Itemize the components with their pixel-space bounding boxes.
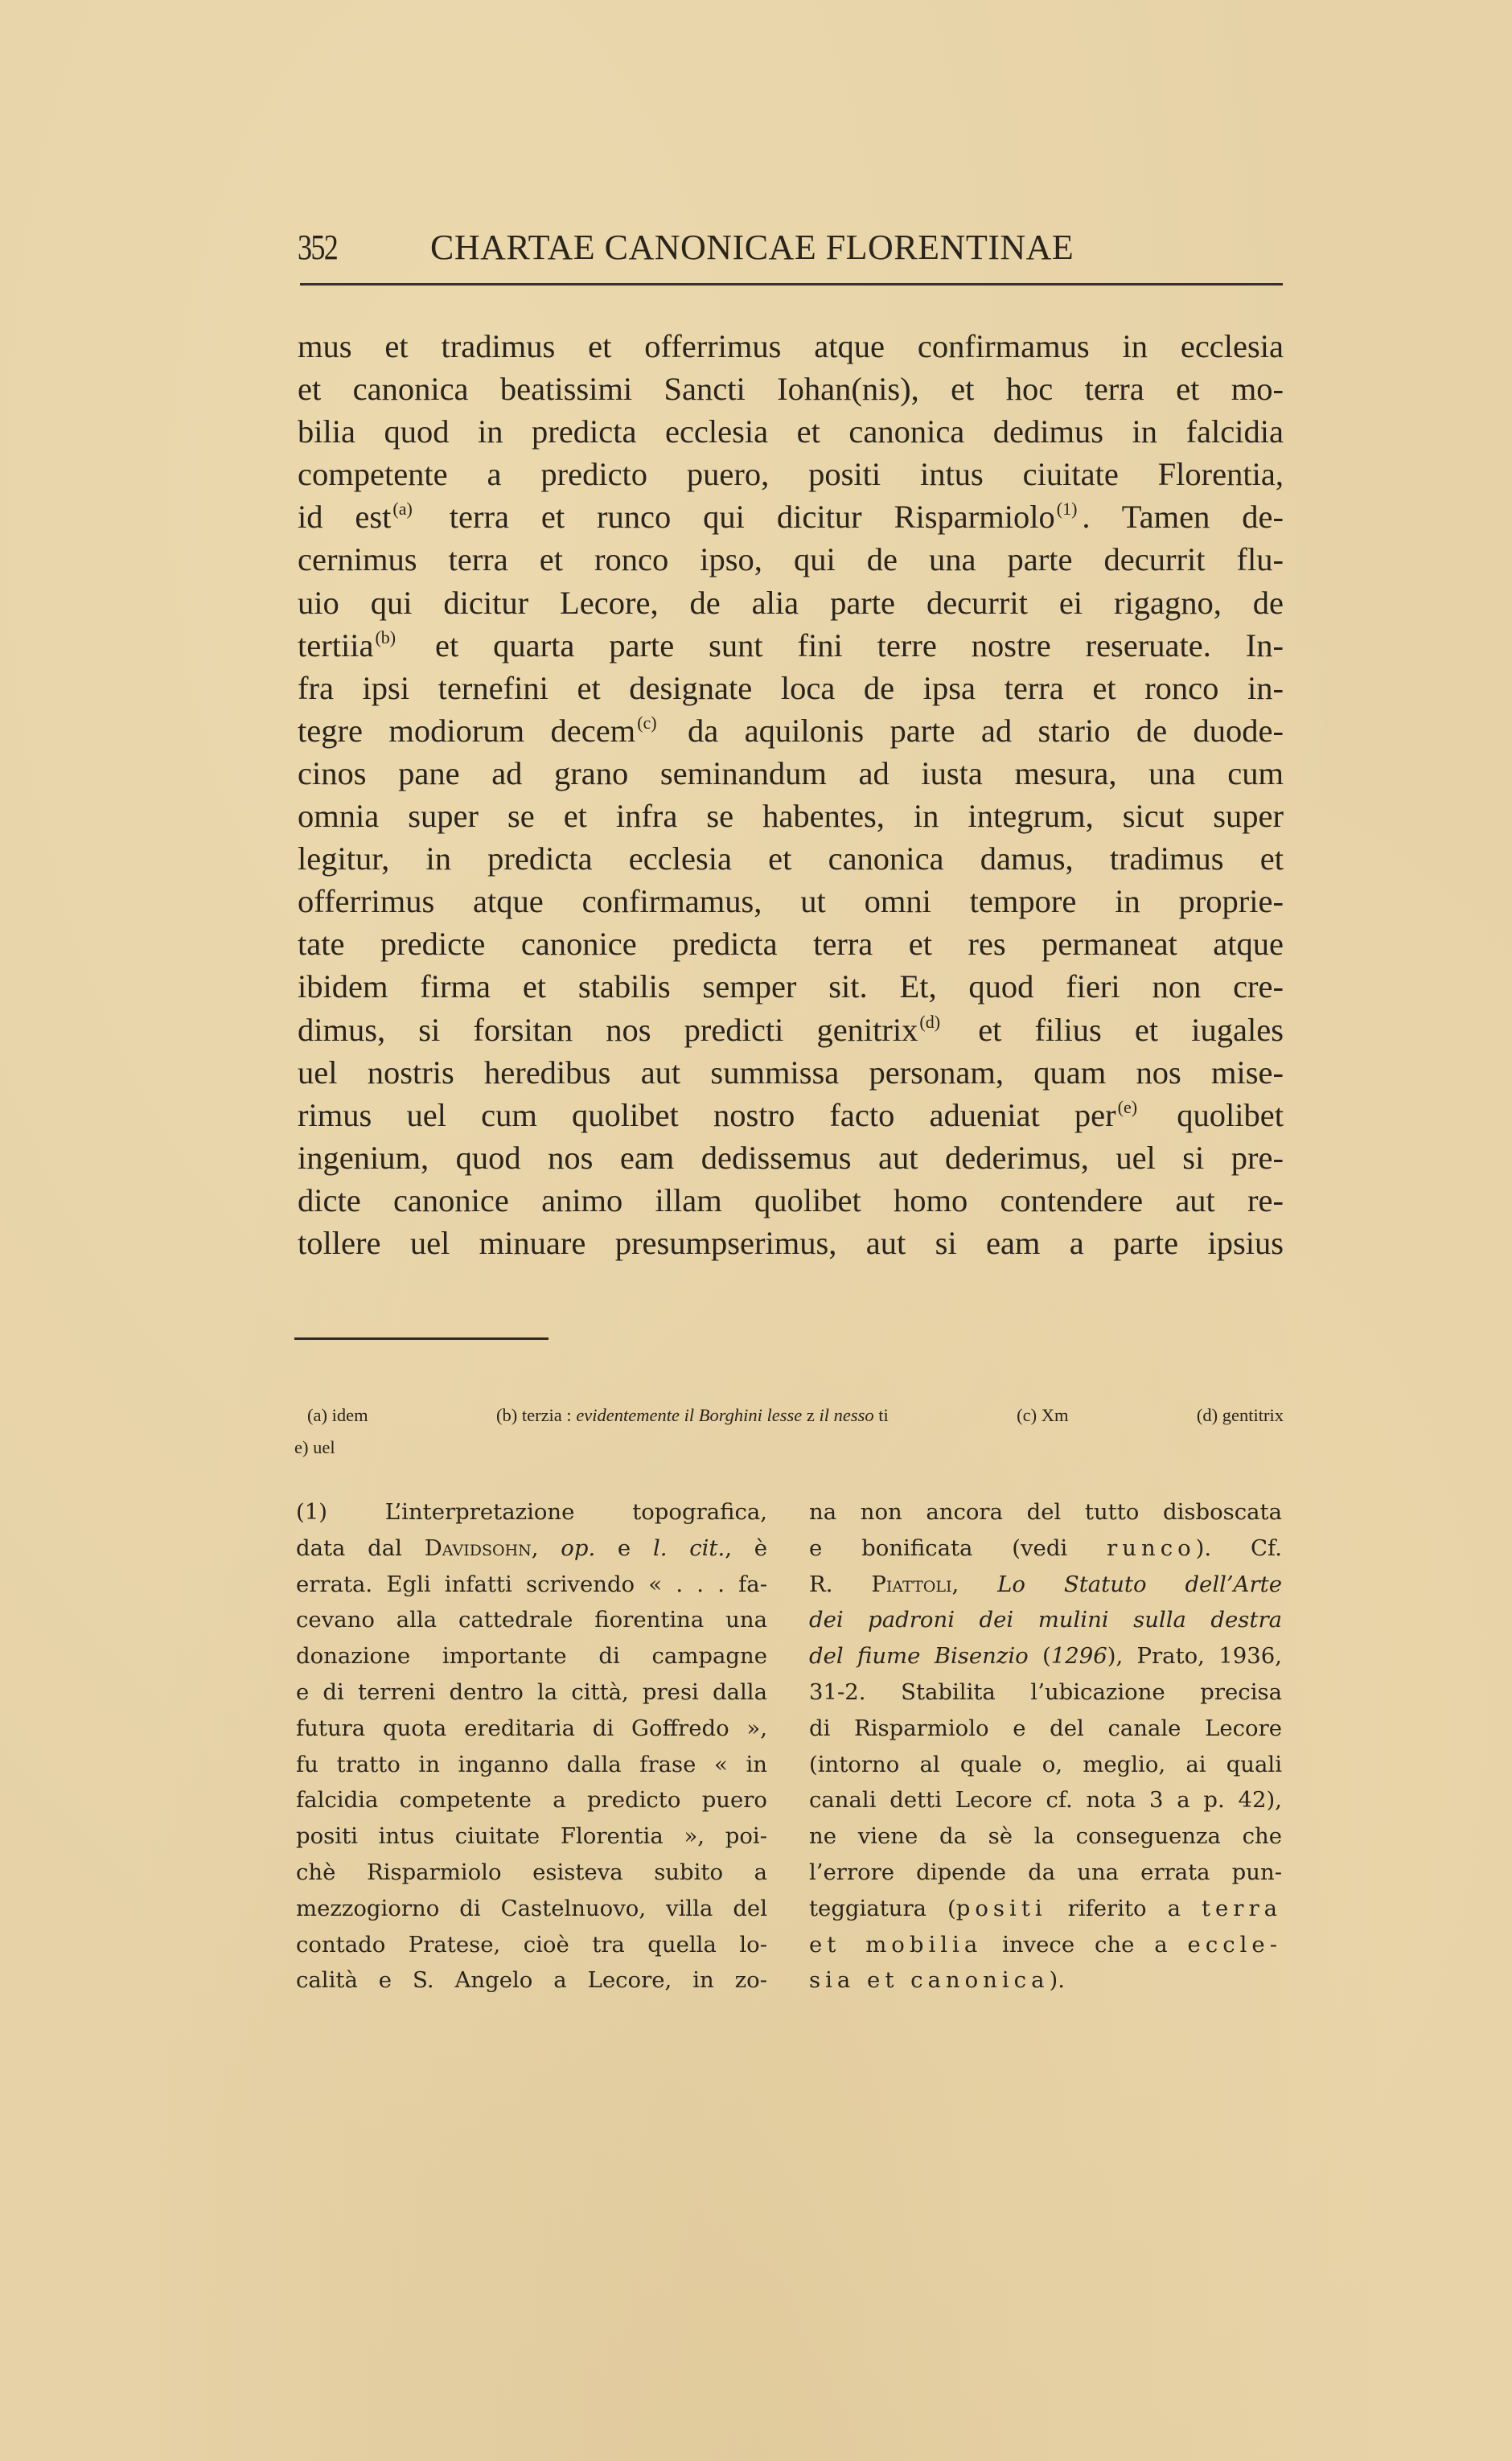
footnote-line: canali detti Lecore cf. nota 3 a p. 42), (809, 1787, 1282, 1814)
footnote-line: l’errore dipende da una errata pun- (809, 1859, 1282, 1885)
footnote-line: falcidia competente a predicto puero (296, 1787, 767, 1814)
text-line: dimus, si forsitan nos predicti genitrix$^{(d)}$ et filius et iugales (298, 1011, 1284, 1048)
footnote-line: fu tratto in inganno dalla frase « in (296, 1751, 767, 1777)
text-line: et canonica beatissimi Sancti Iohan(nis), et hoc terra et mo- (298, 371, 1284, 408)
text-line: mus et tradimus et offerrimus atque confirmamus in ecclesia (298, 328, 1284, 364)
text-line: fra ipsi ternefini et designate loca de ipsa terra et ronco in- (298, 669, 1284, 706)
text-line: ibidem firma et stabilis semper sit. Et, quod fieri non cre- (298, 968, 1284, 1005)
footnote-line: di Risparmiolo e del canale Lecore (809, 1715, 1282, 1741)
apparatus-note-d: (d) gentitrix (1196, 1405, 1284, 1425)
text-line: dicte canonice animo illam quolibet homo contendere aut re- (298, 1181, 1284, 1218)
footnote-line: errata. Egli infatti scrivendo « . . . fa- (296, 1571, 767, 1597)
footnote-line: (1) L’interpretazione topografica, (296, 1499, 767, 1525)
text-line: competente a predicto puero, positi intus ciuitate Florentia, (298, 456, 1284, 493)
footnote-line: calità e S. Angelo a Lecore, in zo- (296, 1967, 767, 1994)
text-line: uel nostris heredibus aut summissa personam, quam nos mise- (298, 1054, 1284, 1091)
text-line: tollere uel minuare presumpserimus, aut si eam a parte ipsius (298, 1224, 1284, 1261)
footnote-1-left-column (296, 1494, 767, 1999)
footnote-reference: (a) (392, 499, 413, 520)
text-line: tegre modiorum decem$^{(c)}$ da aquilonis parte ad stario de duode- (298, 712, 1284, 749)
footnote-line: contado Pratese, cioè tra quella lo- (296, 1931, 767, 1958)
footnote-reference: (c) (637, 712, 657, 733)
footnote-reference: (d) (919, 1011, 941, 1032)
apparatus-note-b: (b) terzia : evidentemente il Borghini lesse z il nesso ti (495, 1405, 889, 1425)
text-line: cinos pane ad grano seminandum ad iusta mesura, una cum (298, 754, 1284, 791)
footnote-line: mezzogiorno di Castelnuovo, villa del (296, 1895, 767, 1921)
footnote-line: del fiume Bisenzio (1296), Prato, 1936, (809, 1643, 1282, 1670)
text-line: uio qui dicitur Lecore, de alia parte decurrit ei rigagno, de (298, 584, 1284, 621)
footnote-line: (intorno al quale o, meglio, ai quali (809, 1751, 1282, 1777)
page-number: 352 (298, 228, 338, 267)
apparatus-note-e: e) uel (294, 1437, 335, 1457)
critical-apparatus (290, 1399, 1284, 1464)
footnote-reference: (1) (1056, 499, 1078, 520)
charter-text (298, 325, 1284, 1264)
footnote-line: e bonificata (vedi runco). Cf. (809, 1535, 1282, 1561)
header-rule (300, 283, 1283, 286)
text-line: omnia super se et infra se habentes, in integrum, sicut super (298, 798, 1284, 835)
footnote-line: na non ancora del tutto disboscata (809, 1499, 1282, 1525)
footnote-separator (294, 1337, 549, 1340)
footnote-line: e di terreni dentro la città, presi dalla (296, 1678, 767, 1705)
text-line: tertiia$^{(b)}$ et quarta parte sunt fini terre nostre reseruate. In- (298, 627, 1284, 664)
footnote-1-right-column (809, 1494, 1282, 1999)
running-head (298, 227, 1282, 275)
footnote-line: donazione importante di campagne (296, 1643, 767, 1670)
text-line: legitur, in predicta ecclesia et canonica damus, tradimus et (298, 840, 1284, 877)
apparatus-note-c: (c) Xm (1017, 1405, 1069, 1425)
footnote-reference: (b) (375, 627, 396, 647)
text-line: tate predicte canonice predicta terra et res permaneat atque (298, 926, 1284, 963)
footnote-line: futura quota ereditaria di Goffredo », (296, 1715, 767, 1741)
footnote-line: ne viene da sè la conseguenza che (809, 1823, 1282, 1850)
footnote-line: cevano alla cattedrale fiorentina una (296, 1607, 767, 1633)
footnote-line: et mobilia invece che a eccle- (809, 1931, 1282, 1958)
text-line: cernimus terra et ronco ipso, qui de una parte decurrit flu- (298, 541, 1284, 578)
text-line: id est$^{(a)}$ terra et runco qui dicitur Risparmiolo$^{(1)}$ . Tamen de- (298, 499, 1284, 536)
footnote-line: 31-2. Stabilita l’ubicazione precisa (809, 1678, 1282, 1705)
footnote-line: positi intus ciuitate Florentia », poi- (296, 1823, 767, 1850)
apparatus-note-a: (a) idem (307, 1405, 368, 1425)
footnote-line: data dal Davidsohn, op. e l. cit., è (296, 1535, 767, 1561)
text-line: offerrimus atque confirmamus, ut omni tempore in proprie- (298, 883, 1284, 920)
footnote-line: teggiatura (positi riferito a terra (809, 1895, 1282, 1921)
footnote-line: dei padroni dei mulini sulla destra (809, 1607, 1282, 1633)
footnote-reference: (e) (1117, 1096, 1138, 1117)
running-title: CHARTAE CANONICAE FLORENTINAE (430, 228, 1074, 267)
text-line: rimus uel cum quolibet nostro facto adueniat per$^{(e)}$ quolibet (298, 1096, 1284, 1133)
footnote-line: R. Piattoli, Lo Statuto dell’Arte (809, 1571, 1282, 1597)
footnote-line: chè Risparmiolo esisteva subito a (296, 1859, 767, 1885)
text-line: ingenium, quod nos eam dedissemus aut dederimus, uel si pre- (298, 1139, 1284, 1176)
footnote-line: sia et canonica). (809, 1967, 1065, 1994)
text-line: bilia quod in predicta ecclesia et canonica dedimus in falcidia (298, 413, 1284, 450)
